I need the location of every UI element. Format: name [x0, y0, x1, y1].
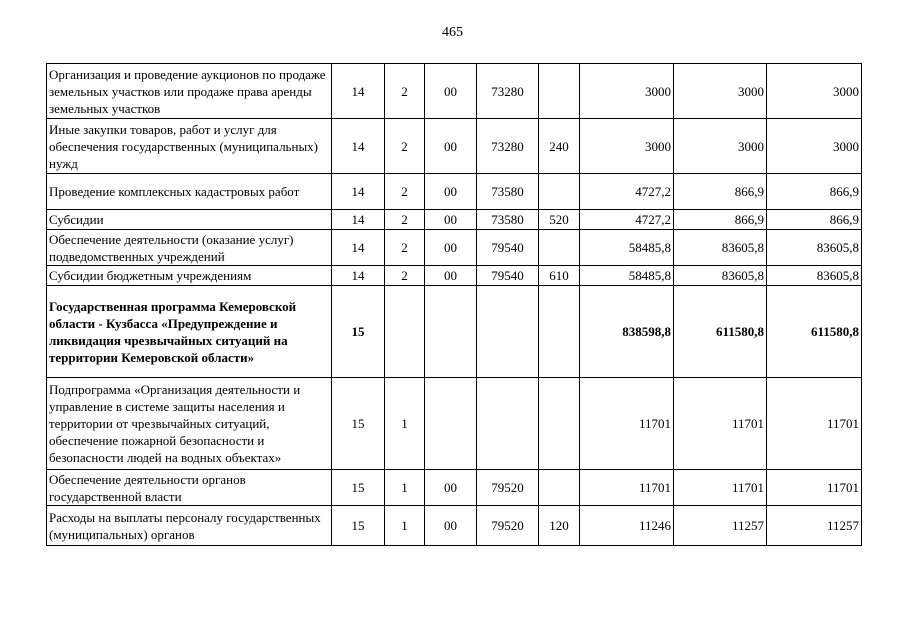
row-value-1-cell: 58485,8: [580, 230, 674, 266]
row-code-cell: 00: [425, 266, 477, 286]
row-article-cell: 79520: [477, 470, 539, 506]
row-section-cell: 14: [332, 174, 385, 210]
row-value-3-cell: 866,9: [767, 210, 862, 230]
row-subsection-cell: 2: [385, 119, 425, 174]
page-number: 465: [442, 25, 463, 40]
row-subsection-cell: 2: [385, 266, 425, 286]
row-code-cell: 00: [425, 174, 477, 210]
row-value-2-cell: 83605,8: [674, 266, 767, 286]
table-body: [47, 64, 862, 546]
row-code-cell: [425, 286, 477, 378]
table-row: [47, 230, 862, 266]
row-value-1-cell: 4727,2: [580, 210, 674, 230]
row-section-cell: 14: [332, 266, 385, 286]
row-code-cell: 00: [425, 119, 477, 174]
row-value-1-cell: 11246: [580, 506, 674, 546]
row-value-1-cell: 3000: [580, 64, 674, 119]
row-article-cell: 73280: [477, 119, 539, 174]
row-name-cell: Подпрограмма «Организация деятельности и управление в системе защиты населения и территории от чрезвычайных ситуаций, обеспечение пожарной безопасности и безопасности людей на водных объектах»: [47, 378, 332, 470]
row-value-1-cell: 838598,8: [580, 286, 674, 378]
row-expense-type-cell: [539, 230, 580, 266]
row-name-cell: Расходы на выплаты персоналу государственных (муниципальных) органов: [47, 506, 332, 546]
table-row: [47, 64, 862, 119]
row-expense-type-cell: [539, 470, 580, 506]
row-expense-type-cell: [539, 378, 580, 470]
row-section-cell: 14: [332, 210, 385, 230]
row-article-cell: 73280: [477, 64, 539, 119]
row-article-cell: [477, 378, 539, 470]
row-section-cell: 15: [332, 470, 385, 506]
row-value-3-cell: 83605,8: [767, 230, 862, 266]
row-expense-type-cell: [539, 64, 580, 119]
row-value-2-cell: 3000: [674, 119, 767, 174]
row-subsection-cell: 1: [385, 506, 425, 546]
row-name-cell: Субсидии бюджетным учреждениям: [47, 266, 332, 286]
row-code-cell: 00: [425, 506, 477, 546]
table-row: [47, 174, 862, 210]
table-row: [47, 266, 862, 286]
row-value-2-cell: 866,9: [674, 210, 767, 230]
row-article-cell: 79520: [477, 506, 539, 546]
row-name-cell: Иные закупки товаров, работ и услуг для обеспечения государственных (муниципальных) нужд: [47, 119, 332, 174]
row-value-3-cell: 3000: [767, 119, 862, 174]
row-name-cell: Субсидии: [47, 210, 332, 230]
row-expense-type-cell: [539, 174, 580, 210]
row-value-2-cell: 83605,8: [674, 230, 767, 266]
row-expense-type-cell: [539, 286, 580, 378]
row-value-2-cell: 611580,8: [674, 286, 767, 378]
row-value-1-cell: 11701: [580, 470, 674, 506]
row-expense-type-cell: 610: [539, 266, 580, 286]
row-section-cell: 15: [332, 286, 385, 378]
row-subsection-cell: 1: [385, 378, 425, 470]
row-subsection-cell: 2: [385, 230, 425, 266]
table-row: [47, 286, 862, 378]
row-subsection-cell: 1: [385, 470, 425, 506]
row-value-2-cell: 3000: [674, 64, 767, 119]
row-value-3-cell: 83605,8: [767, 266, 862, 286]
row-value-3-cell: 11701: [767, 470, 862, 506]
row-article-cell: 79540: [477, 266, 539, 286]
row-value-1-cell: 11701: [580, 378, 674, 470]
row-name-cell: Проведение комплексных кадастровых работ: [47, 174, 332, 210]
table-row: [47, 378, 862, 470]
row-code-cell: 00: [425, 210, 477, 230]
row-value-1-cell: 3000: [580, 119, 674, 174]
row-value-2-cell: 11257: [674, 506, 767, 546]
row-subsection-cell: 2: [385, 174, 425, 210]
row-code-cell: 00: [425, 230, 477, 266]
table-row: [47, 506, 862, 546]
row-value-2-cell: 11701: [674, 378, 767, 470]
row-value-1-cell: 58485,8: [580, 266, 674, 286]
row-section-cell: 15: [332, 378, 385, 470]
row-name-cell: Организация и проведение аукционов по продаже земельных участков или продаже права аренды земельных участков: [47, 64, 332, 119]
row-subsection-cell: 2: [385, 210, 425, 230]
row-value-3-cell: 11257: [767, 506, 862, 546]
row-section-cell: 15: [332, 506, 385, 546]
row-code-cell: [425, 378, 477, 470]
row-article-cell: 79540: [477, 230, 539, 266]
row-section-cell: 14: [332, 230, 385, 266]
row-article-cell: 73580: [477, 210, 539, 230]
table-row: [47, 210, 862, 230]
row-name-cell: Обеспечение деятельности органов государственной власти: [47, 470, 332, 506]
row-expense-type-cell: 240: [539, 119, 580, 174]
budget-table: [46, 63, 862, 546]
row-name-cell: Обеспечение деятельности (оказание услуг) подведомственных учреждений: [47, 230, 332, 266]
row-name-cell: Государственная программа Кемеровской области - Кузбасса «Предупреждение и ликвидация чрезвычайных ситуаций на территории Кемеровской области»: [47, 286, 332, 378]
row-article-cell: [477, 286, 539, 378]
table-row: [47, 119, 862, 174]
row-subsection-cell: [385, 286, 425, 378]
row-value-2-cell: 866,9: [674, 174, 767, 210]
row-expense-type-cell: 120: [539, 506, 580, 546]
row-value-3-cell: 611580,8: [767, 286, 862, 378]
row-code-cell: 00: [425, 64, 477, 119]
row-expense-type-cell: 520: [539, 210, 580, 230]
row-section-cell: 14: [332, 119, 385, 174]
row-value-3-cell: 11701: [767, 378, 862, 470]
row-code-cell: 00: [425, 470, 477, 506]
row-section-cell: 14: [332, 64, 385, 119]
row-value-2-cell: 11701: [674, 470, 767, 506]
row-value-3-cell: 3000: [767, 64, 862, 119]
row-value-1-cell: 4727,2: [580, 174, 674, 210]
row-value-3-cell: 866,9: [767, 174, 862, 210]
row-article-cell: 73580: [477, 174, 539, 210]
row-subsection-cell: 2: [385, 64, 425, 119]
table-row: [47, 470, 862, 506]
